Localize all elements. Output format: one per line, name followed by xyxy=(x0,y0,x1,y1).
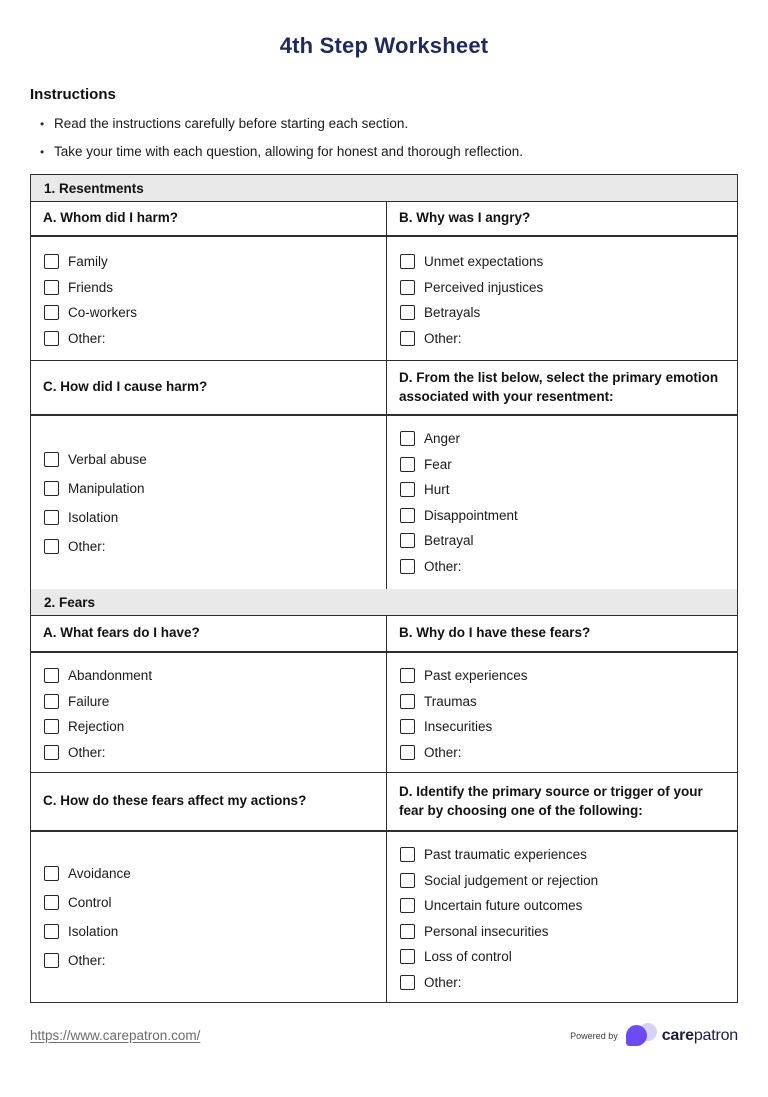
checkbox-label: Insecurities xyxy=(424,719,493,735)
checkbox-option xyxy=(400,663,737,689)
section-resentments xyxy=(31,175,737,589)
checkbox[interactable] xyxy=(44,668,59,683)
checkbox-label: Past traumatic experiences xyxy=(424,847,587,863)
instructions-heading: Instructions xyxy=(30,86,116,103)
checkbox-label: Anger xyxy=(424,431,461,447)
checkbox-option xyxy=(400,944,737,970)
checkbox-label: Other: xyxy=(424,330,462,346)
checkbox-option xyxy=(400,528,737,554)
checkbox[interactable] xyxy=(44,694,59,709)
question-fears-c: C. How do these fears affect my actions? xyxy=(31,773,387,830)
checkbox-option xyxy=(400,275,737,301)
question-fears-a: A. What fears do I have? xyxy=(31,616,387,651)
checkbox-label: Uncertain future outcomes xyxy=(424,898,583,914)
checkbox[interactable] xyxy=(400,847,415,862)
checkbox[interactable] xyxy=(400,668,415,683)
checkbox[interactable] xyxy=(400,254,415,269)
options-fears-d xyxy=(387,832,737,1002)
checkbox-option xyxy=(44,300,386,326)
checkbox[interactable] xyxy=(400,949,415,964)
checkbox-option xyxy=(44,326,386,352)
checkbox[interactable] xyxy=(400,898,415,913)
checkbox[interactable] xyxy=(400,975,415,990)
carepatron-link[interactable]: https://www.carepatron.com/ xyxy=(30,1028,201,1043)
section-header xyxy=(31,175,737,202)
options-fears-b xyxy=(387,653,737,772)
checkbox-label: Other: xyxy=(68,744,106,760)
checkbox-option xyxy=(44,445,386,474)
carepatron-wordmark: carepatron xyxy=(661,1026,738,1044)
checkbox-label: Isolation xyxy=(68,924,119,939)
logo-blob-dark xyxy=(626,1025,647,1046)
checkbox-option xyxy=(44,859,386,888)
checkbox[interactable] xyxy=(400,533,415,548)
checkbox-label: Perceived injustices xyxy=(424,279,544,295)
options-fears-a xyxy=(31,653,387,772)
checkbox-label: Traumas xyxy=(424,693,477,709)
checkbox-option xyxy=(44,275,386,301)
checkbox-option xyxy=(400,740,737,766)
checkbox-option xyxy=(400,554,737,580)
checkbox-option xyxy=(44,503,386,532)
question-resentments-c: C. How did I cause harm? xyxy=(31,361,387,414)
powered-by-text: Powered by xyxy=(570,1030,618,1041)
checkbox[interactable] xyxy=(400,873,415,888)
instruction-bullet xyxy=(30,116,738,131)
checkbox-option xyxy=(44,474,386,503)
section-title: 2. Fears xyxy=(44,594,96,610)
checkbox[interactable] xyxy=(44,254,59,269)
checkbox-label: Other: xyxy=(424,974,462,990)
carepatron-logo-icon xyxy=(626,1022,657,1049)
question-fears-b: B. Why do I have these fears? xyxy=(399,625,591,641)
checkbox-label: Other: xyxy=(68,330,106,346)
checkbox[interactable] xyxy=(400,331,415,346)
checkbox-option xyxy=(400,714,737,740)
options-resentments-a xyxy=(31,237,387,360)
checkbox-option xyxy=(44,740,386,766)
worksheet-table xyxy=(30,174,738,1003)
section-fears xyxy=(31,589,737,1002)
checkbox-option xyxy=(44,946,386,975)
checkbox-label: Other: xyxy=(68,538,106,554)
checkbox-label: Family xyxy=(68,254,108,270)
checkbox-option xyxy=(400,868,737,894)
checkbox-label: Verbal abuse xyxy=(68,451,147,467)
instruction-text: Take your time with each question, allowing for honest and thorough reflection. xyxy=(54,144,524,159)
checkbox-label: Other: xyxy=(68,953,106,968)
checkbox[interactable] xyxy=(400,745,415,760)
checkbox[interactable] xyxy=(44,452,59,467)
powered-by-badge xyxy=(570,1022,738,1049)
instruction-text: Read the instructions carefully before starting each section. xyxy=(54,116,409,131)
checkbox[interactable] xyxy=(400,305,415,320)
options-resentments-d xyxy=(387,416,737,589)
question-resentments-d: D. From the list below, select the primary emotion associated with your resentment: xyxy=(399,370,719,404)
checkbox[interactable] xyxy=(44,866,59,881)
section-header xyxy=(31,589,737,616)
checkbox-label: Friends xyxy=(68,279,114,295)
checkbox-label: Personal insecurities xyxy=(424,923,549,939)
checkbox-option xyxy=(44,917,386,946)
question-resentments-a: A. Whom did I harm? xyxy=(31,202,387,235)
checkbox-option xyxy=(400,249,737,275)
checkbox-option xyxy=(400,842,737,868)
checkbox-option xyxy=(400,426,737,452)
checkbox-label: Loss of control xyxy=(424,949,512,965)
checkbox[interactable] xyxy=(400,457,415,472)
checkbox[interactable] xyxy=(44,280,59,295)
checkbox-option xyxy=(400,477,737,503)
checkbox[interactable] xyxy=(44,539,59,554)
checkbox[interactable] xyxy=(44,745,59,760)
checkbox-label: Co-workers xyxy=(68,305,138,321)
checkbox-option xyxy=(400,300,737,326)
checkbox-label: Rejection xyxy=(68,719,125,735)
question-fears-d: D. Identify the primary source or trigger of your fear by choosing one of the following: xyxy=(399,784,703,818)
checkbox-option xyxy=(400,893,737,919)
bullet-icon: • xyxy=(40,117,45,131)
checkbox-label: Betrayal xyxy=(424,533,474,549)
checkbox[interactable] xyxy=(400,280,415,295)
bullet-icon: • xyxy=(40,145,45,159)
checkbox-label: Abandonment xyxy=(68,668,153,684)
checkbox-label: Avoidance xyxy=(68,866,131,881)
checkbox[interactable] xyxy=(44,481,59,496)
checkbox-label: Hurt xyxy=(424,482,450,498)
checkbox[interactable] xyxy=(44,895,59,910)
checkbox-option xyxy=(400,452,737,478)
checkbox[interactable] xyxy=(400,559,415,574)
checkbox-label: Disappointment xyxy=(424,507,518,523)
checkbox[interactable] xyxy=(44,953,59,968)
checkbox-option xyxy=(400,689,737,715)
checkbox[interactable] xyxy=(400,482,415,497)
checkbox-label: Fear xyxy=(424,456,452,472)
checkbox-option xyxy=(44,663,386,689)
checkbox[interactable] xyxy=(44,331,59,346)
checkbox-option xyxy=(44,532,386,561)
checkbox-label: Manipulation xyxy=(68,480,145,496)
checkbox[interactable] xyxy=(400,924,415,939)
checkbox-label: Unmet expectations xyxy=(424,254,544,270)
options-resentments-b xyxy=(387,237,737,360)
checkbox-option xyxy=(44,689,386,715)
checkbox-label: Betrayals xyxy=(424,305,481,321)
checkbox[interactable] xyxy=(400,431,415,446)
checkbox-label: Control xyxy=(68,895,112,910)
options-fears-c xyxy=(31,832,387,1002)
checkbox-label: Other: xyxy=(424,744,462,760)
checkbox-label: Past experiences xyxy=(424,668,528,684)
checkbox-option xyxy=(44,714,386,740)
checkbox-label: Other: xyxy=(424,558,462,574)
checkbox-label: Failure xyxy=(68,693,110,709)
worksheet-page xyxy=(0,33,768,1049)
checkbox[interactable] xyxy=(44,305,59,320)
question-resentments-b: B. Why was I angry? xyxy=(399,210,531,226)
checkbox[interactable] xyxy=(400,508,415,523)
checkbox-option xyxy=(44,888,386,917)
checkbox-option xyxy=(400,326,737,352)
checkbox[interactable] xyxy=(400,694,415,709)
section-title: 1. Resentments xyxy=(44,180,144,196)
page-footer xyxy=(30,1022,738,1049)
checkbox-option xyxy=(44,249,386,275)
checkbox[interactable] xyxy=(44,924,59,939)
checkbox[interactable] xyxy=(44,510,59,525)
checkbox-option xyxy=(400,503,737,529)
instructions-block xyxy=(30,86,738,159)
instruction-bullet xyxy=(30,144,738,159)
page-title: 4th Step Worksheet xyxy=(279,33,489,58)
checkbox-label: Social judgement or rejection xyxy=(424,872,599,888)
checkbox[interactable] xyxy=(400,719,415,734)
checkbox[interactable] xyxy=(44,719,59,734)
options-resentments-c xyxy=(31,416,387,589)
checkbox-option xyxy=(400,919,737,945)
checkbox-label: Isolation xyxy=(68,509,119,525)
checkbox-option xyxy=(400,970,737,996)
